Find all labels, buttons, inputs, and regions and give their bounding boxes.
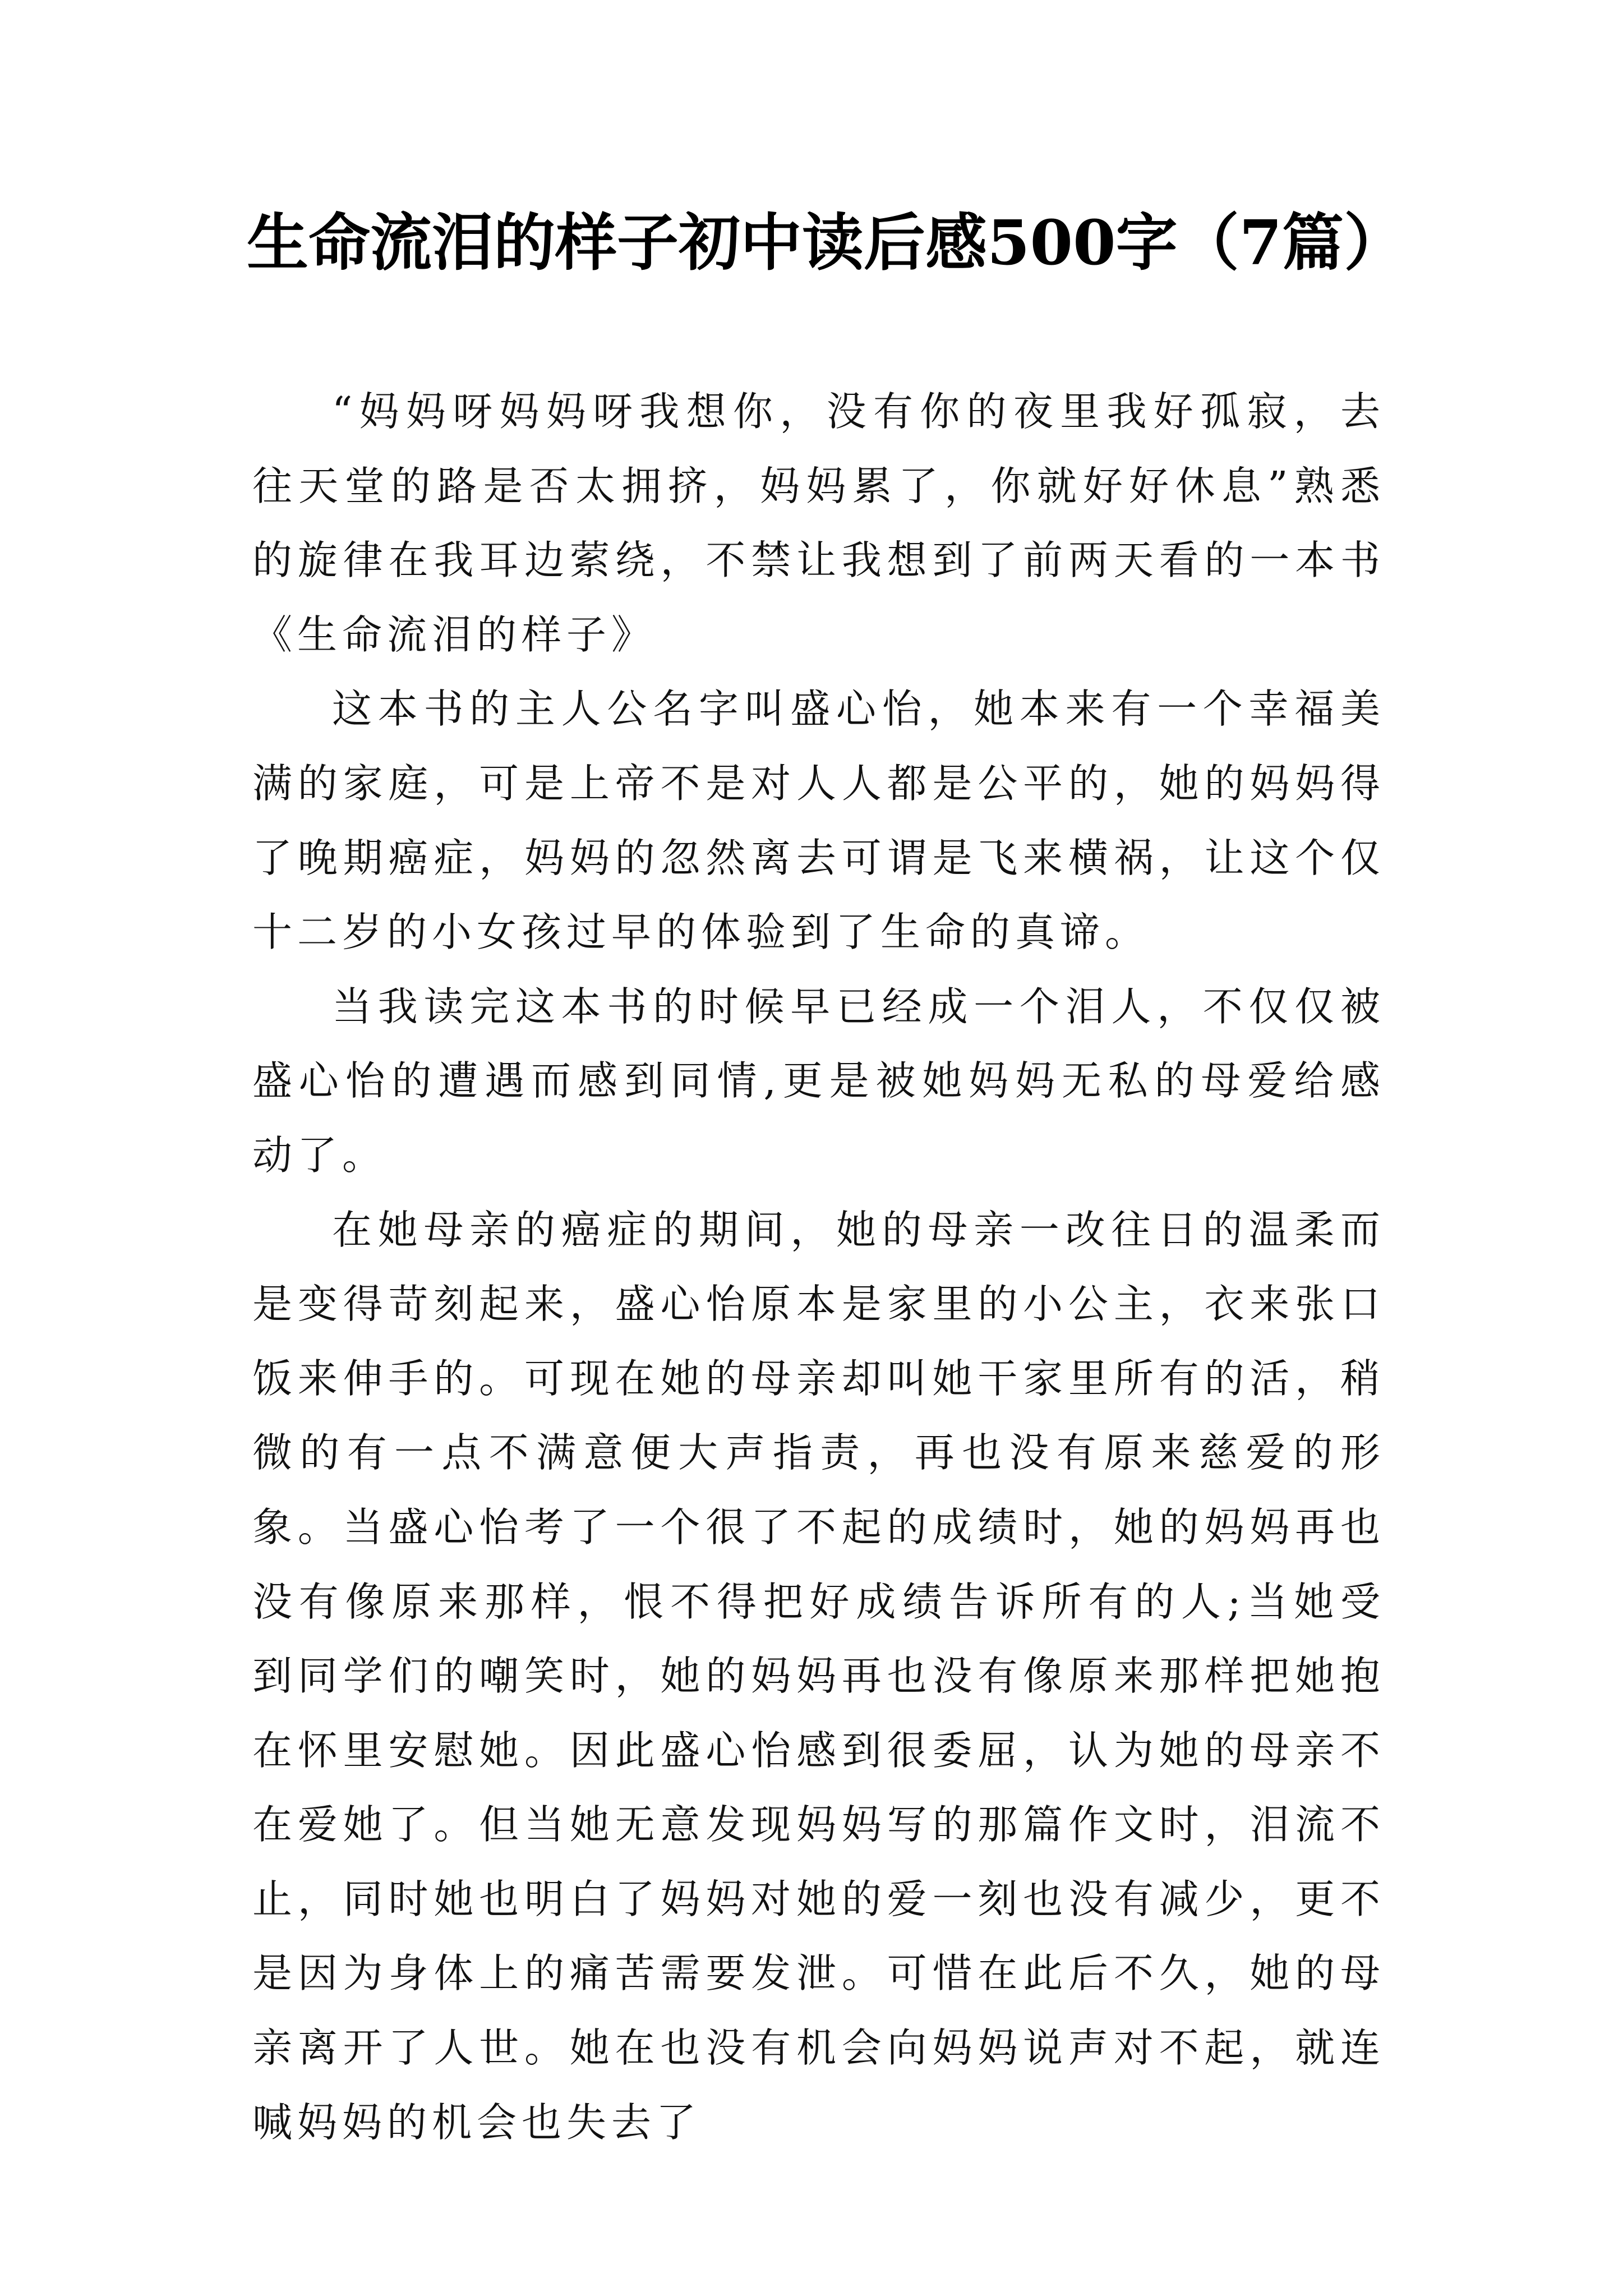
document-body [252,375,1385,2160]
paragraph-4: 在她母亲的癌症的期间，她的母亲一改往日的温柔而是变得苛刻起来，盛心怡原本是家里的小公主，衣来张口饭来伸手的。可现在她的母亲却叫她干家里所有的活，稍微的有一点不满意便大声指责，再也没有原来慈爱的形象。当盛心怡考了一个很了不起的成绩时，她的妈妈再也没有像原来那样，恨不得把好成绩告诉所有的人;当她受到同学们的嘲笑时，她的妈妈再也没有像原来那样把她抱在怀里安慰她。因此盛心怡感到很委屈，认为她的母亲不在爱她了。但当她无意发现妈妈写的那篇作文时，泪流不止，同时她也明白了妈妈对她的爱一刻也没有减少，更不是因为身体上的痛苦需要发泄。可惜在此后不久，她的母亲离开了人世。她在也没有机会向妈妈说声对不起，就连喊妈妈的机会也失去了 [252,1206,1385,2146]
paragraph-1: “妈妈呀妈妈呀我想你，没有你的夜里我好孤寂，去往天堂的路是否太拥挤，妈妈累了，你就好好休息”熟悉的旋律在我耳边萦绕，不禁让我想到了前两天看的一本书《生命流泪的样子》 [252,388,1385,658]
document-title: 生命流泪的样子初中读后感500字（7篇） [247,206,1406,279]
paragraph-3: 当我读完这本书的时候早已经成一个泪人，不仅仅被盛心怡的遭遇而感到同情,更是被她妈妈无私的母爱给感动了。 [252,983,1385,1179]
paragraph-2: 这本书的主人公名字叫盛心怡，她本来有一个幸福美满的家庭，可是上帝不是对人人都是公平的，她的妈妈得了晚期癌症，妈妈的忽然离去可谓是飞来横祸，让这个仅十二岁的小女孩过早的体验到了生命的真谛。 [252,685,1385,956]
